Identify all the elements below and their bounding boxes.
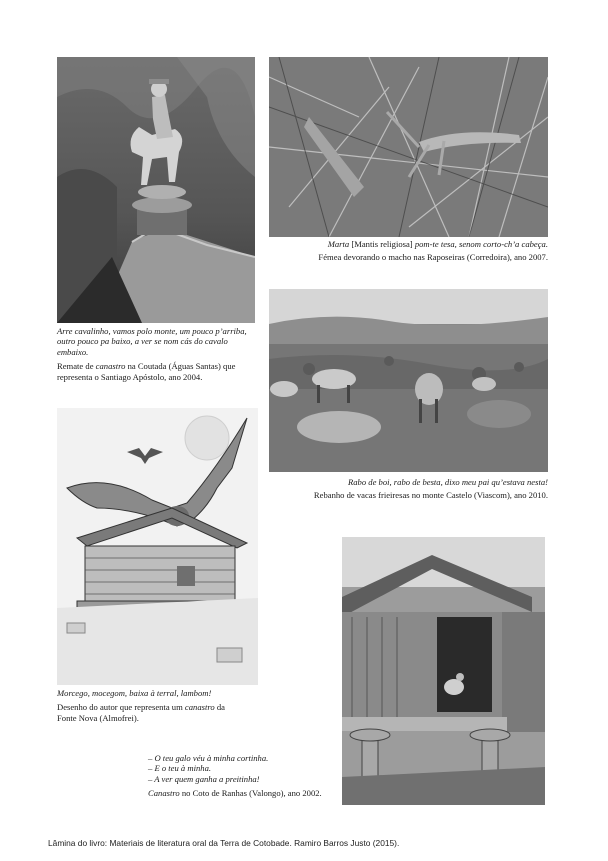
cows-photo (269, 289, 548, 472)
statue-verse-line3: embaixo. (57, 346, 89, 357)
mantis-photo (269, 57, 548, 237)
statue-photo (57, 57, 255, 323)
granary-verse-line1: – O teu galo véu à minha cortinha. (148, 753, 269, 763)
granary-description: Canastro no Coto de Ranhas (Valongo), ano 2002. (148, 788, 322, 799)
cows-verse: Rabo de boi, rabo de besta, dixo meu pai qu’estava nesta! (347, 477, 548, 487)
bat-description: Desenho do autor que representa um canastro da (57, 702, 225, 713)
statue-description-line2: representa o Santiago Apóstolo, ano 2004. (57, 371, 203, 382)
mantis-verse: Marta [Mantis religiosa] pom-te tesa, senom corto-ch’a cabeça. (327, 239, 548, 249)
granary-photo (342, 537, 545, 805)
granary-verse-line2: – E o teu à minha. (148, 763, 212, 774)
bat-verse: Morcego, mocegom, baixa à terral, lambom! (57, 688, 212, 698)
statue-description: Remate de canastro na Coutada (Águas Santas) que (57, 361, 236, 372)
cows-description: Rebanho de vacas frieiresas no monte Castelo (Viascom), ano 2010. (313, 490, 548, 501)
statue-verse-line2: outro pouco pa baixo, a ver se nom cás do cavalo (57, 336, 228, 347)
page-footer: Lâmina do livro: Materiais de literatura oral da Terra de Cotobade. Ramiro Barros Justo (2015). (48, 838, 400, 848)
bat-description-line2: Fonte Nova (Almofrei). (57, 712, 139, 723)
granary-verse-line3: – A ver quem ganha a preitinha! (148, 773, 260, 784)
statue-verse-line1: Arre cavalinho, vamos polo monte, um pouco p’arriba, (57, 326, 247, 336)
bat-drawing (57, 408, 258, 685)
mantis-description: Fémea devorando o macho nas Raposeiras (Corredoira), ano 2007. (318, 252, 548, 263)
